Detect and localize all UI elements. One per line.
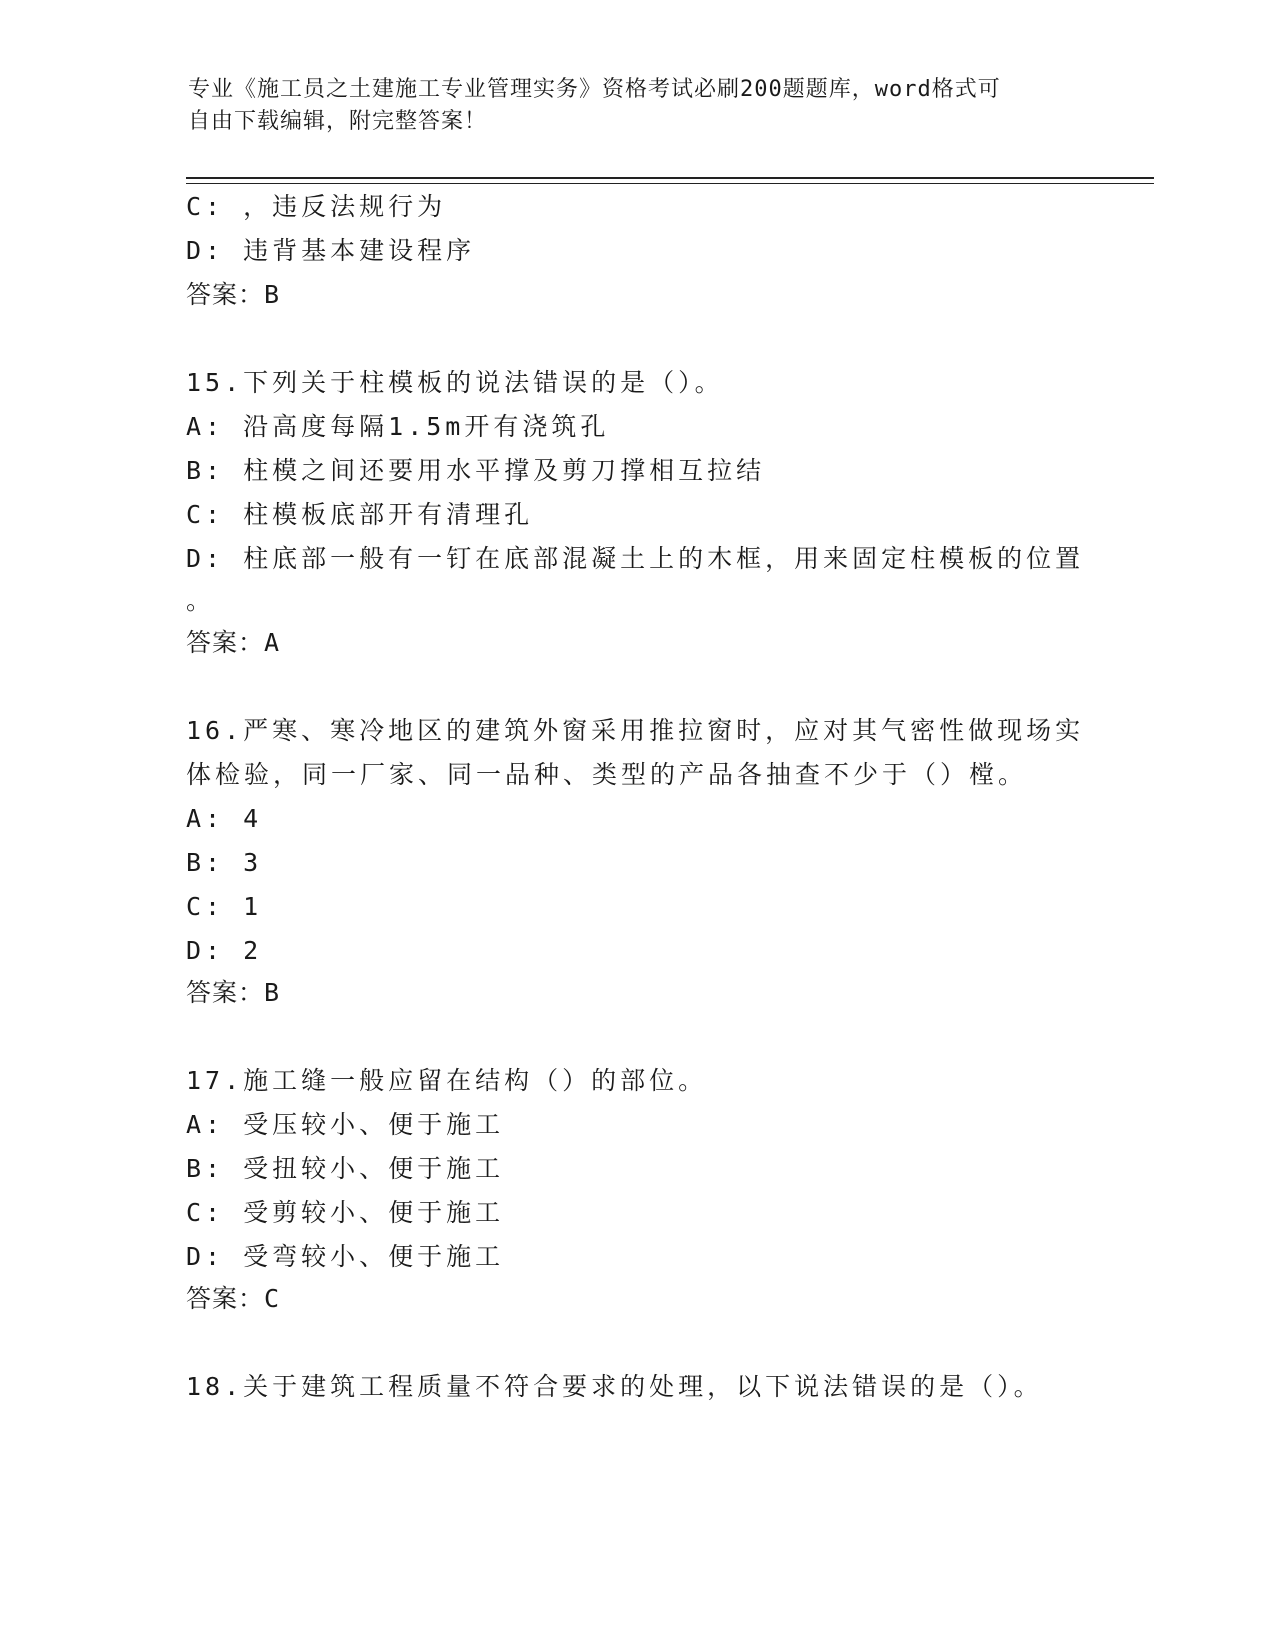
q15-stem: 15.下列关于柱模板的说法错误的是（）。 [186,368,724,397]
header-rule-thick [186,177,1154,179]
q16-option-d: D: 2 [186,936,263,965]
q16-option-a: A: 4 [186,804,263,833]
document-header [188,74,1068,138]
q17-option-b: B: 受扭较小、便于施工 [186,1154,505,1183]
q16-option-c: C: 1 [186,892,263,921]
q17-option-a: A: 受压较小、便于施工 [186,1110,505,1139]
q16-stem-line-2: 体检验，同一厂家、同一品种、类型的产品各抽查不少于（）樘。 [186,760,1028,789]
q16-answer: 答案：B [186,978,281,1007]
q17-answer: 答案：C [186,1284,281,1313]
header-line-1: 专业《施工员之土建施工专业管理实务》资格考试必刷200题题库，word格式可 [188,77,1001,102]
q15-option-d-continued: 。 [186,586,216,615]
q18-stem: 18.关于建筑工程质量不符合要求的处理，以下说法错误的是（）。 [186,1372,1043,1401]
header-rule-thin [186,183,1154,184]
q17-stem: 17.施工缝一般应留在结构（）的部位。 [186,1066,708,1095]
q15-option-c: C: 柱模板底部开有清理孔 [186,500,534,529]
q15-option-d: D: 柱底部一般有一钉在底部混凝土上的木框，用来固定柱模板的位置 [186,544,1085,573]
prev-option-c: C: ，违反法规行为 [186,192,447,221]
prev-answer: 答案：B [186,280,281,309]
q15-option-b: B: 柱模之间还要用水平撑及剪刀撑相互拉结 [186,456,766,485]
q16-option-b: B: 3 [186,848,263,877]
q16-stem-line-1: 16.严寒、寒冷地区的建筑外窗采用推拉窗时，应对其气密性做现场实 [186,716,1085,745]
prev-option-d: D: 违背基本建设程序 [186,236,476,265]
q15-option-a: A: 沿高度每隔1.5m开有浇筑孔 [186,412,610,441]
q15-answer: 答案：A [186,628,281,657]
header-line-2: 自由下载编辑，附完整答案！ [188,109,488,134]
q17-option-d: D: 受弯较小、便于施工 [186,1242,505,1271]
q17-option-c: C: 受剪较小、便于施工 [186,1198,505,1227]
